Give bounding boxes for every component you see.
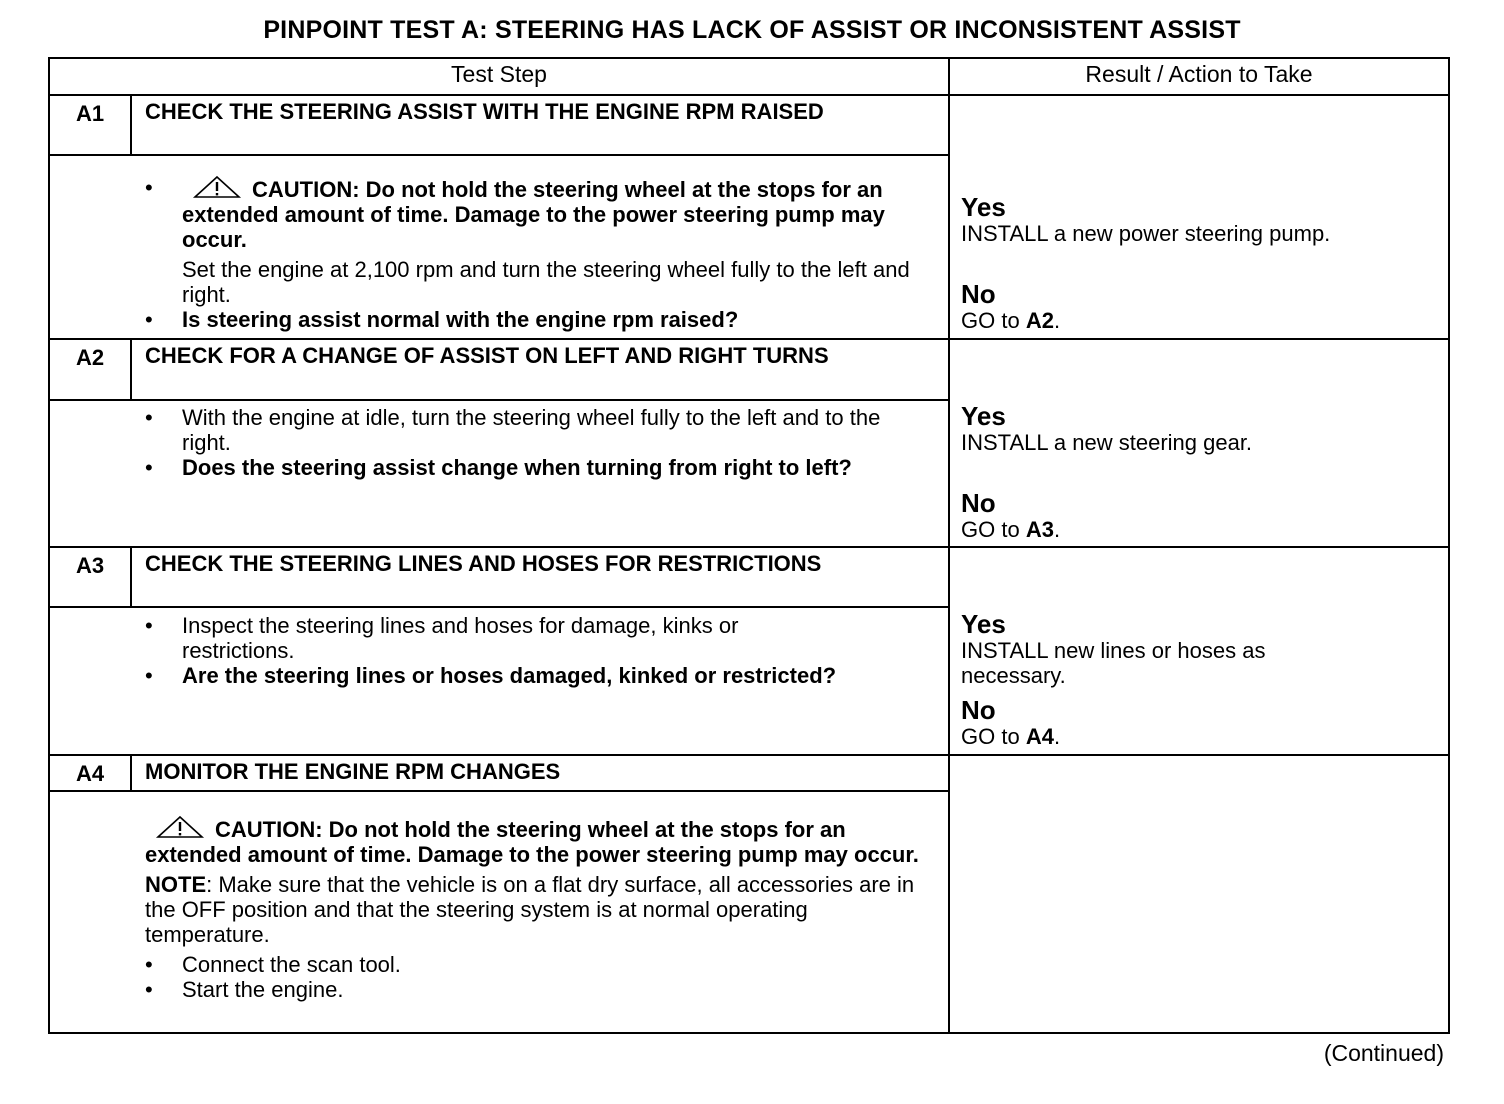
instruction-a3: Inspect the steering lines and hoses for damage, kinks or restrictions.	[182, 613, 739, 663]
yes-action-a1: INSTALL a new power steering pump.	[961, 221, 1331, 246]
instruction-a2: With the engine at idle, turn the steering wheel fully to the left and to the right.	[182, 405, 881, 455]
yes-label-a1: Yes	[961, 192, 1006, 222]
step-id-divider	[130, 547, 132, 608]
bullet-icon: •	[145, 455, 153, 480]
step-body-a4	[145, 815, 925, 1002]
note-text: : Make sure that the vehicle is on a flat dry surface, all accessories are in the OFF position and that the steering system is at normal operating temperature.	[145, 872, 915, 947]
step-id-a3: A3	[75, 553, 105, 578]
header-test-step: Test Step	[451, 61, 547, 87]
bullet-icon: •	[145, 405, 153, 430]
warning-triangle-icon	[192, 175, 242, 199]
header-result: Result / Action to Take	[1085, 61, 1313, 87]
no-label-a3: No	[961, 695, 996, 725]
no-label-a2: No	[961, 488, 996, 518]
step-id-a2: A2	[75, 345, 105, 370]
step-body-a1	[145, 175, 935, 332]
step-id-divider	[130, 339, 132, 401]
step-title-a2: CHECK FOR A CHANGE OF ASSIST ON LEFT AND RIGHT TURNS	[145, 343, 829, 368]
bullet-icon: •	[145, 307, 153, 332]
no-action-a1	[961, 308, 1431, 333]
no-action-a3	[961, 724, 1431, 749]
bullet-icon: •	[145, 977, 153, 1002]
result-a1	[961, 193, 1431, 333]
list-item	[145, 952, 925, 977]
step-body-a2	[145, 405, 935, 480]
step-id-divider	[130, 755, 132, 792]
list-item	[145, 613, 935, 663]
bullet-icon: •	[145, 613, 153, 638]
caution-text-a1: CAUTION: Do not hold the steering wheel at the stops for an extended amount of time. Damage to the power steering pump may occur.	[182, 177, 885, 252]
note-label: NOTE	[145, 872, 207, 897]
table-border-bottom	[48, 1032, 1450, 1034]
pinpoint-test-table	[48, 57, 1450, 1034]
list-item	[145, 455, 935, 480]
no-action-suffix: .	[1053, 308, 1061, 333]
warning-triangle-icon	[155, 815, 205, 839]
bullet-text-a4-2: Start the engine.	[182, 977, 344, 1002]
question-a2: Does the steering assist change when turning from right to left?	[182, 455, 852, 480]
header-divider	[48, 94, 1450, 96]
caution-block-a4	[145, 815, 925, 867]
no-action-a2	[961, 517, 1431, 542]
step-title-divider	[48, 790, 948, 792]
yes-label-a2: Yes	[961, 401, 1006, 431]
instruction-a1: Set the engine at 2,100 rpm and turn the steering wheel fully to the left and right.	[182, 257, 910, 307]
step-id-divider	[130, 95, 132, 155]
no-action-suffix: .	[1053, 724, 1061, 749]
list-item	[145, 663, 935, 688]
no-action-target: A4	[1025, 724, 1054, 749]
no-label-a1: No	[961, 279, 996, 309]
bullet-icon: •	[145, 175, 153, 200]
list-item	[145, 307, 935, 332]
list-item	[145, 977, 925, 1002]
caution-text-a4: CAUTION: Do not hold the steering wheel at the stops for an extended amount of time. Damage to the power steering pump may occur.	[145, 817, 919, 867]
result-a2	[961, 402, 1431, 542]
result-a3	[961, 610, 1431, 749]
no-action-suffix: .	[1053, 517, 1061, 542]
step-id-a4: A4	[75, 761, 105, 786]
no-action-target: A2	[1025, 308, 1054, 333]
list-item	[145, 175, 935, 252]
bullet-icon: •	[145, 952, 153, 977]
no-action-target: A3	[1025, 517, 1054, 542]
step-title-a3: CHECK THE STEERING LINES AND HOSES FOR RESTRICTIONS	[145, 551, 822, 576]
bullet-text-a4-1: Connect the scan tool.	[182, 952, 401, 977]
step-title-divider	[48, 606, 948, 608]
yes-action-a2: INSTALL a new steering gear.	[961, 430, 1253, 455]
list-item	[145, 405, 935, 455]
table-border-top	[48, 57, 1450, 59]
step-title-a1: CHECK THE STEERING ASSIST WITH THE ENGINE RPM RAISED	[145, 99, 824, 124]
page-title: PINPOINT TEST A: STEERING HAS LACK OF ASSIST OR INCONSISTENT ASSIST	[263, 16, 1241, 44]
step-title-divider	[48, 154, 948, 156]
row-divider-a3	[48, 754, 1450, 756]
yes-action-a3: INSTALL new lines or hoses as necessary.	[961, 638, 1266, 688]
row-divider-a2	[48, 546, 1450, 548]
step-title-a4: MONITOR THE ENGINE RPM CHANGES	[145, 759, 561, 784]
bullet-icon: •	[145, 663, 153, 688]
step-id-a1: A1	[75, 101, 105, 126]
step-title-divider	[48, 399, 948, 401]
row-divider-a1	[48, 338, 1450, 340]
no-action-prefix: GO to	[961, 724, 1020, 749]
no-action-prefix: GO to	[961, 517, 1020, 542]
continued-label: (Continued)	[1323, 1040, 1444, 1066]
question-a1: Is steering assist normal with the engine rpm raised?	[182, 307, 739, 332]
step-body-a3	[145, 613, 935, 688]
question-a3: Are the steering lines or hoses damaged, kinked or restricted?	[182, 663, 837, 688]
no-action-prefix: GO to	[961, 308, 1020, 333]
note-a4	[145, 872, 925, 947]
yes-label-a3: Yes	[961, 609, 1006, 639]
